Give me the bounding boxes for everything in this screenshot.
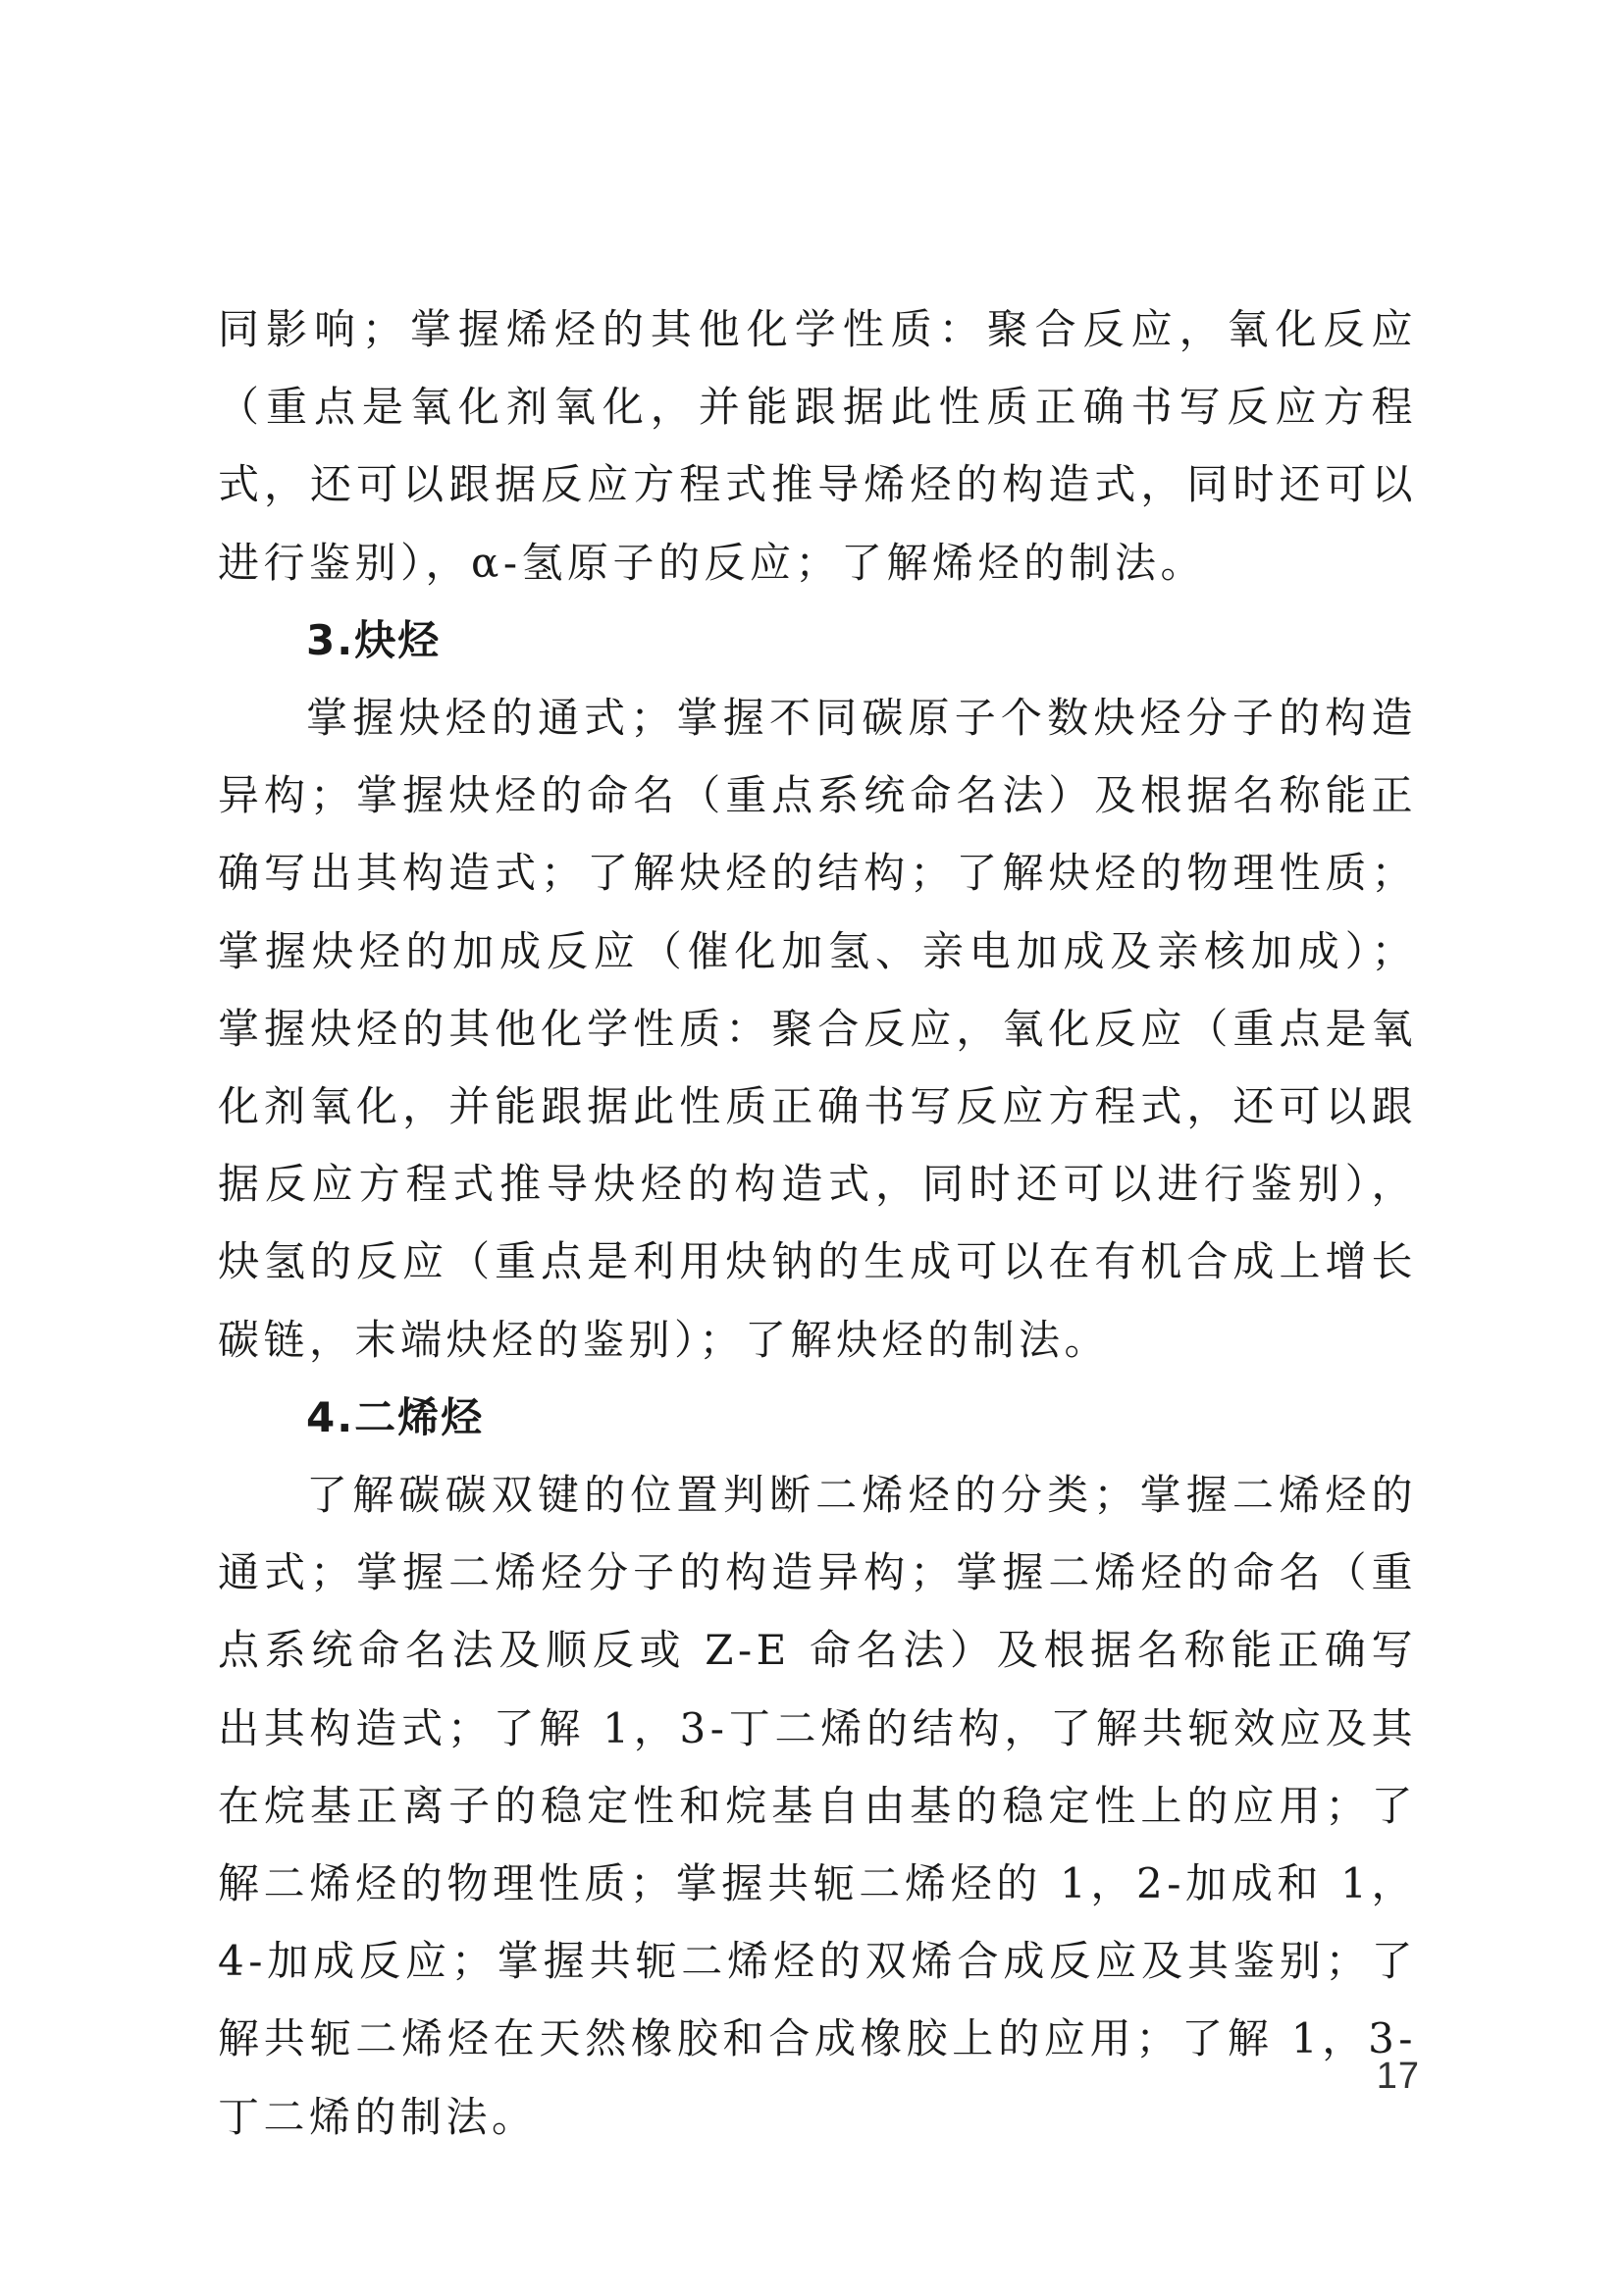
page-content xyxy=(218,290,1417,2156)
section-heading-dienes: 4.二烯烃 xyxy=(306,1392,485,1441)
page-number: 17 xyxy=(1376,2056,1420,2097)
section-body-dienes: 了解碳碳双键的位置判断二烯烃的分类；掌握二烯烃的通式；掌握二烯烃分子的构造异构；掌握二烯烃的命名（重点系统命名法及顺反或 Z-E 命名法）及根据名称能正确写出其构造式；了解 1，3-丁二烯的结构，了解共轭效应及其在烷基正离子的稳定性和烷基自由基的稳定性上的应用；了解二烯烃的物理性质；掌握共轭二烯烃的 1，2-加成和 1，4-加成反应；掌握共轭二烯烃的双烯合成反应及其鉴别；了解共轭二烯烃在天然橡胶和合成橡胶上的应用；了解 1，3-丁二烯的制法。 xyxy=(218,1471,1417,2141)
section-body-alkynes: 掌握炔烃的通式；掌握不同碳原子个数炔烃分子的构造异构；掌握炔烃的命名（重点系统命名法）及根据名称能正确写出其构造式；了解炔烃的结构；了解炔烃的物理性质；掌握炔烃的加成反应（催化加氢、亲电加成及亲核加成）；掌握炔烃的其他化学性质：聚合反应，氧化反应（重点是氧化剂氧化，并能跟据此性质正确书写反应方程式，还可以跟据反应方程式推导炔烃的构造式，同时还可以进行鉴别），炔氢的反应（重点是利用炔钠的生成可以在有机合成上增长碳链，末端炔烃的鉴别）；了解炔烃的制法。 xyxy=(218,694,1417,1364)
continued-paragraph: 同影响；掌握烯烃的其他化学性质：聚合反应，氧化反应（重点是氧化剂氧化，并能跟据此性质正确书写反应方程式，还可以跟据反应方程式推导烯烃的构造式，同时还可以进行鉴别），α-氢原子的反应；了解烯烃的制法。 xyxy=(218,305,1417,587)
section-heading-alkynes: 3.炔烃 xyxy=(306,615,442,664)
